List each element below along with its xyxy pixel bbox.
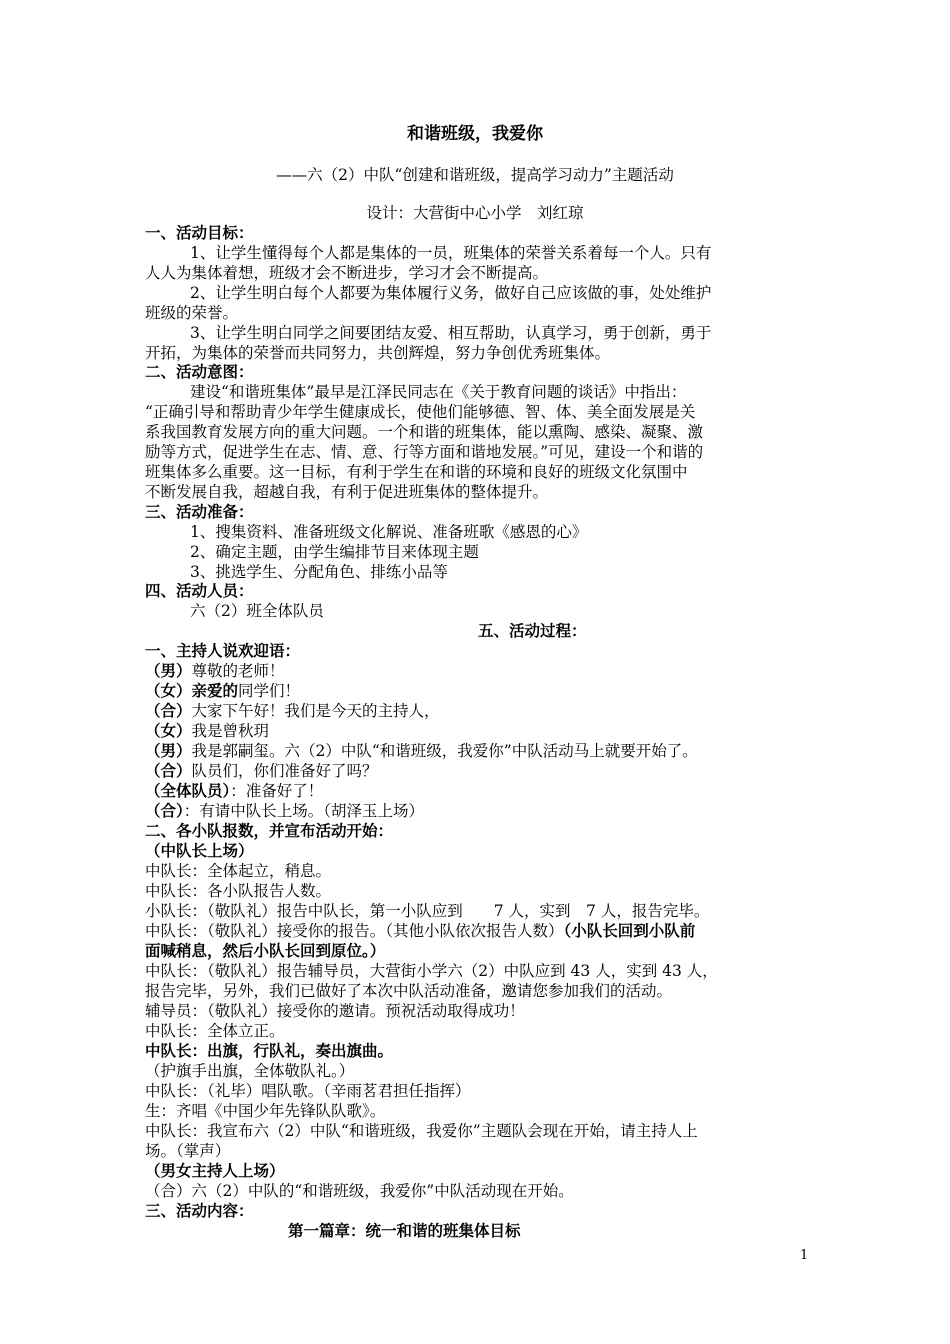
script-line: 中队长：各小队报告人数。 (145, 882, 332, 900)
part-heading-report: 二、各小队报数，并宣布活动开始： (145, 821, 394, 840)
dialogue-text: 同学们！ (238, 682, 301, 700)
designer-line: 设计：大营街中心小学 刘红琼 (366, 204, 584, 222)
script-line: 中队长：我宣布六（2）中队“和谐班级，我爱你”主题队会现在开始，请主持人上 (145, 1122, 698, 1140)
speaker-label: （合） (145, 701, 192, 720)
stage-direction: 面喊稍息，然后小队长回到原位。） (145, 941, 386, 960)
script-line: 生：齐唱《中国少年先锋队队歌》。 (145, 1102, 386, 1120)
paragraph-line: 开拓，为集体的荣誉而共同努力，共创辉煌，努力争创优秀班集体。 (145, 344, 611, 362)
document-title: 和谐班级，我爱你 (407, 124, 543, 144)
paragraph-line: 3、让学生明白同学之间要团结友爱、相互帮助，认真学习，勇于创新，勇于 (190, 324, 712, 342)
paragraph-line: 系我国教育发展方向的重大问题。一个和谐的班集体，能以熏陶、感染、凝聚、激 (145, 423, 704, 441)
section-heading-intent: 二、活动意图： (145, 362, 254, 381)
dialogue-line (145, 761, 378, 781)
script-line: 小队长：（敬队礼）报告中队长，第一小队应到 7 人，实到 7 人，报告完毕。 (145, 902, 710, 920)
script-text: 中队长：（敬队礼）接受你的报告。（其他小队依次报告人数） (145, 922, 564, 940)
paragraph-line: 班集体多么重要。这一目标，有利于学生在和谐的环境和良好的班级文化氛围中 (145, 463, 688, 481)
paragraph-line: 不断发展自我，超越自我，有利于促进班集体的整体提升。 (145, 483, 549, 501)
dialogue-text: 队员们，你们准备好了吗？ (191, 762, 378, 780)
stage-direction: （小队长回到小队前 (563, 921, 696, 940)
script-line-bold: 中队长：出旗，行队礼，奏出旗曲。 (145, 1041, 394, 1060)
dialogue-line (145, 781, 323, 801)
dialogue-text: ：准备好了！ (230, 782, 324, 800)
list-item: 3、挑选学生、分配角色、排练小品等 (190, 563, 448, 581)
script-line: （合）六（2）中队的“和谐班级，我爱你”中队活动现在开始。 (145, 1182, 574, 1200)
speaker-label: （男） (145, 661, 192, 680)
section-heading-preparation: 三、活动准备： (145, 502, 254, 521)
paragraph-line: 2、让学生明白每个人都要为集体履行义务，做好自己应该做的事，处处维护 (190, 284, 712, 302)
list-item: 1、搜集资料、准备班级文化解说、准备班歌《感恩的心》 (190, 523, 588, 541)
section-heading-process: 五、活动过程： (478, 621, 587, 640)
dialogue-text: 我是郭嗣玺。六（2）中队“和谐班级，我爱你”中队活动马上就要开始了。 (191, 742, 698, 760)
dialogue-line (145, 741, 698, 761)
speaker-label: （合） (145, 801, 184, 820)
part-heading-welcome: 一、主持人说欢迎语： (145, 641, 301, 660)
paragraph-line: 建设“和谐班集体”最早是江泽民同志在《关于教育问题的谈话》中指出： (190, 383, 687, 401)
paragraph-line: “正确引导和帮助青少年学生健康成长，使他们能够德、智、体、美全面发展是关 (145, 403, 696, 421)
dialogue-text: 尊敬的老师！ (191, 662, 285, 680)
section-heading-participants: 四、活动人员： (145, 581, 254, 600)
paragraph-line: 班级的荣誉。 (145, 304, 239, 322)
script-line: （护旗手出旗，全体敬队礼。） (145, 1062, 355, 1080)
script-line: 中队长：全体立正。 (145, 1022, 285, 1040)
paragraph-line: 1、让学生懂得每个人都是集体的一员，班集体的荣誉关系着每一个人。只有 (190, 244, 712, 262)
speaker-label: （全体队员） (145, 781, 231, 800)
script-line (145, 921, 695, 941)
stage-direction: （中队长上场） (145, 841, 254, 860)
stage-direction: （男女主持人上场） (145, 1161, 285, 1180)
script-line: 中队长：全体起立，稍息。 (145, 862, 332, 880)
part-heading-content: 三、活动内容： (145, 1201, 254, 1220)
script-line: 中队长：（礼毕）唱队歌。（辛雨茗君担任指挥） (145, 1082, 471, 1100)
dialogue-text: 大家下午好！我们是今天的主持人， (191, 702, 440, 720)
paragraph-line: 人人为集体着想，班级才会不断进步，学习才会不断提高。 (145, 264, 549, 282)
speaker-label: （女） (145, 721, 192, 740)
dialogue-line (145, 701, 440, 721)
script-line: 场。（掌声） (145, 1142, 231, 1160)
script-line: 中队长：（敬队礼）报告辅导员，大营街小学六（2）中队应到 43 人，实到 43 人， (145, 962, 718, 980)
page-number: 1 (800, 1248, 809, 1263)
section-heading-goals: 一、活动目标： (145, 223, 254, 242)
dialogue-line (145, 681, 300, 701)
speaker-label: （女）亲爱的 (145, 681, 239, 700)
dialogue-line (145, 661, 285, 681)
list-item: 2、确定主题，由学生编排节目来体现主题 (190, 543, 479, 561)
paragraph-line: 励等方式，促进学生在志、情、意、行等方面和谐地发展。”可见，建设一个和谐的 (145, 443, 704, 461)
chapter-heading: 第一篇章：统一和谐的班集体目标 (288, 1221, 521, 1240)
speaker-label: （男） (145, 741, 192, 760)
dialogue-text: ：有请中队长上场。（胡泽玉上场） (183, 802, 425, 820)
dialogue-text: 我是曾秋玥 (191, 722, 270, 740)
script-line: 报告完毕，另外，我们已做好了本次中队活动准备，邀请您参加我们的活动。 (145, 982, 673, 1000)
dialogue-line (145, 801, 424, 821)
script-line: 辅导员：（敬队礼）接受你的邀请。预祝活动取得成功！ (145, 1002, 525, 1020)
speaker-label: （合） (145, 761, 192, 780)
dialogue-line (145, 721, 269, 741)
document-subtitle: ——六（2）中队“创建和谐班级，提高学习动力”主题活动 (276, 166, 674, 184)
participants-line: 六（2）班全体队员 (190, 602, 324, 620)
